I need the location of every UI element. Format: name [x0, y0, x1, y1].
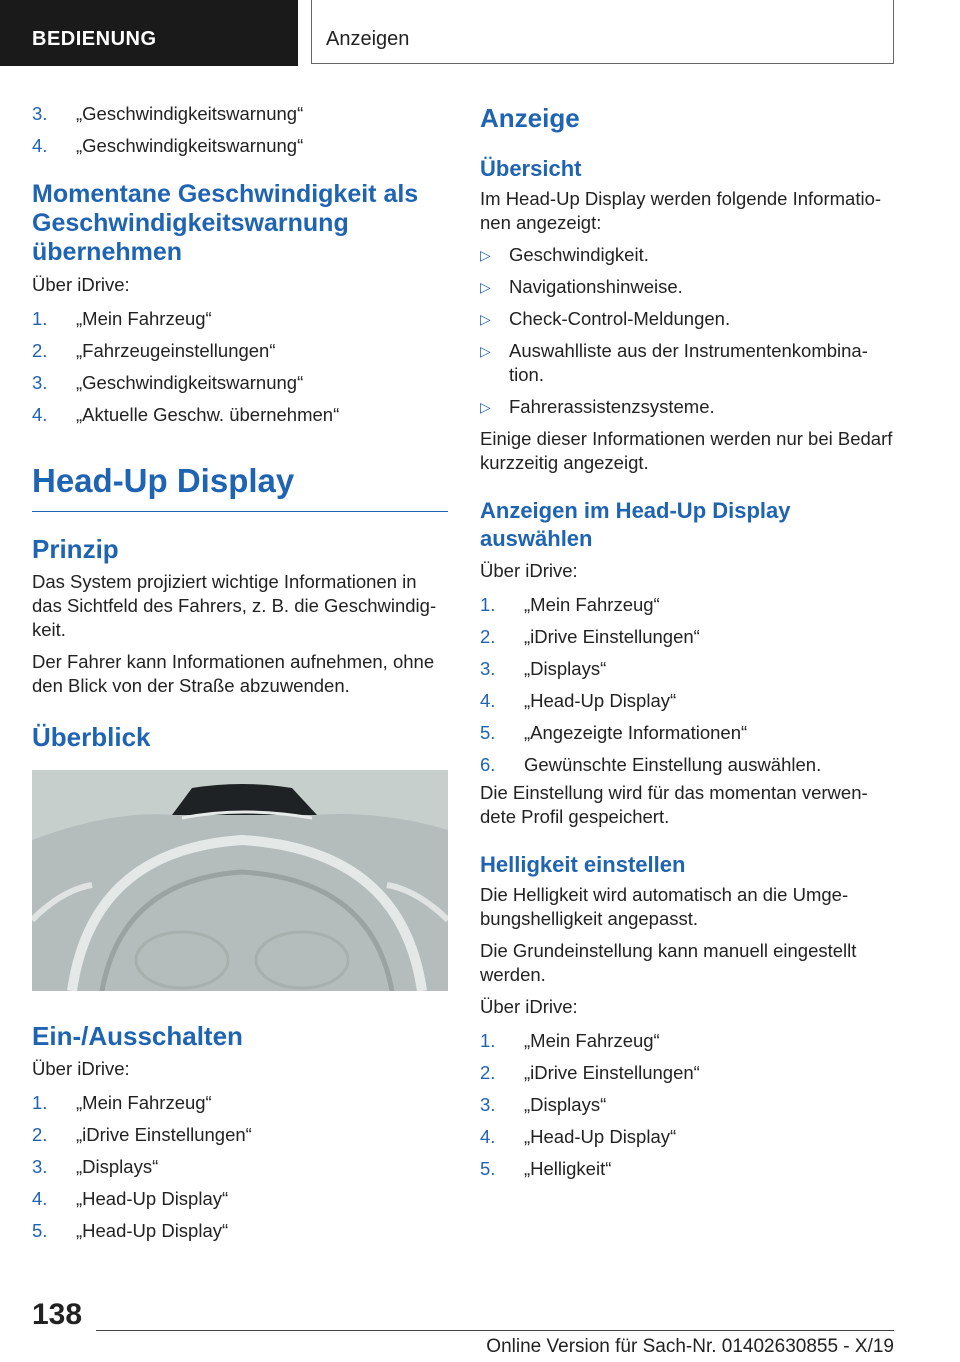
ueber-idrive-3: Über iDrive:	[480, 560, 578, 581]
paragraph-profil: Die Einstellung wird für das momentan verwendete Profil gespeichert.	[480, 782, 868, 827]
list-item: 4. „Geschwindigkeitswarnung“	[32, 135, 304, 156]
chapter-label: Anzeigen	[326, 28, 410, 50]
list-item: 2. „iDrive Einstellungen“	[480, 1062, 700, 1083]
list-momentane	[32, 303, 448, 431]
list-helligkeit	[480, 1025, 896, 1185]
list-item: 4. „Head-Up Display“	[32, 1188, 229, 1209]
page-header	[0, 0, 960, 66]
list-top	[32, 98, 448, 162]
heading-anzeige: Anzeige	[480, 103, 580, 133]
info-bullets	[480, 243, 896, 419]
list-item: 3. „Geschwindigkeitswarnung“	[32, 103, 304, 124]
footer-version: Online Version für Sach-Nr. 01402630855 - X/19	[486, 1336, 894, 1357]
list-item: 5. „Head-Up Display“	[32, 1220, 229, 1241]
list-item: 1. „Mein Fahrzeug“	[32, 1092, 212, 1113]
list-item: 3. „Displays“	[480, 1094, 607, 1115]
list-ein-aus	[32, 1087, 448, 1247]
paragraph-intro: Im Head-Up Display werden folgende Informationen angezeigt:	[480, 188, 882, 233]
page-number: 138	[32, 1298, 83, 1331]
section-tab	[0, 0, 298, 66]
triangle-bullet-icon: ▷	[480, 279, 491, 295]
list-item: 1. „Mein Fahrzeug“	[480, 1030, 660, 1051]
ueber-idrive-4: Über iDrive:	[480, 996, 578, 1017]
chapter-tab	[311, 0, 894, 64]
triangle-bullet-icon: ▷	[480, 311, 491, 327]
left-column	[32, 98, 448, 1247]
list-item: 4. „Aktuelle Geschw. übernehmen“	[32, 404, 340, 425]
list-item: ▷ Geschwindigkeit.	[480, 244, 649, 265]
footer-divider	[96, 1330, 894, 1331]
paragraph-helligkeit-1: Die Helligkeit wird automatisch an die Umgebungshelligkeit angepasst.	[480, 884, 849, 929]
list-item: 4. „Head-Up Display“	[480, 690, 677, 711]
heading-helligkeit: Helligkeit einstellen	[480, 852, 686, 877]
heading-ein-aus: Ein-/Ausschalten	[32, 1021, 243, 1051]
list-item: 5. „Angezeigte Informationen“	[480, 722, 748, 743]
paragraph-einige: Einige dieser Informationen werden nur bei Bedarf kurzzeitig angezeigt.	[480, 428, 893, 473]
list-item: ▷ Check-Control-Meldungen.	[480, 308, 731, 329]
paragraph-prinzip-2: Der Fahrer kann Informationen aufnehmen, ohne den Blick von der Straße abzuwenden.	[32, 651, 435, 696]
list-item: 2. „iDrive Einstellungen“	[32, 1124, 252, 1145]
triangle-bullet-icon: ▷	[480, 247, 491, 263]
list-item: 1. „Mein Fahrzeug“	[480, 594, 660, 615]
paragraph-prinzip-1: Das System projiziert wichtige Informationen in das Sichtfeld des Fahrers, z. B. die Geschwindigkeit.	[32, 571, 437, 640]
list-anzeigen	[480, 589, 896, 781]
list-item: 1. „Mein Fahrzeug“	[32, 308, 212, 329]
heading-ueberblick: Überblick	[32, 722, 151, 752]
heading-prinzip: Prinzip	[32, 534, 119, 564]
heading-momentane: Momentane Geschwindigkeit als Geschwindigkeitswarnung übernehmen	[32, 180, 419, 266]
list-item: ▷ Auswahlliste aus der Instrumentenkombination.	[480, 340, 868, 385]
section-label: BEDIENUNG	[32, 28, 157, 50]
list-item: 2. „Fahrzeugeinstellungen“	[32, 340, 276, 361]
triangle-bullet-icon: ▷	[480, 343, 491, 359]
list-item: 4. „Head-Up Display“	[480, 1126, 677, 1147]
right-column	[480, 98, 896, 1185]
triangle-bullet-icon: ▷	[480, 399, 491, 415]
list-item: ▷ Navigationshinweise.	[480, 276, 683, 297]
paragraph-helligkeit-2: Die Grundeinstellung kann manuell eingestellt werden.	[480, 940, 857, 985]
ueber-idrive-1: Über iDrive:	[32, 274, 130, 295]
list-item: 5. „Helligkeit“	[480, 1158, 612, 1179]
heading-uebersicht: Übersicht	[480, 156, 582, 181]
ueber-idrive-2: Über iDrive:	[32, 1058, 130, 1079]
list-item: ▷ Fahrerassistenzsysteme.	[480, 396, 715, 417]
heading-anzeigen-auswaehlen: Anzeigen im Head-Up Display auswählen	[480, 498, 791, 551]
chapter-heading: Head-Up Display	[32, 461, 448, 512]
cockpit-illustration	[32, 770, 448, 991]
list-item: 3. „Displays“	[32, 1156, 159, 1177]
list-item: 2. „iDrive Einstellungen“	[480, 626, 700, 647]
list-item: 3. „Geschwindigkeitswarnung“	[32, 372, 304, 393]
list-item: 3. „Displays“	[480, 658, 607, 679]
list-item: 6. Gewünschte Einstellung auswählen.	[480, 754, 822, 775]
